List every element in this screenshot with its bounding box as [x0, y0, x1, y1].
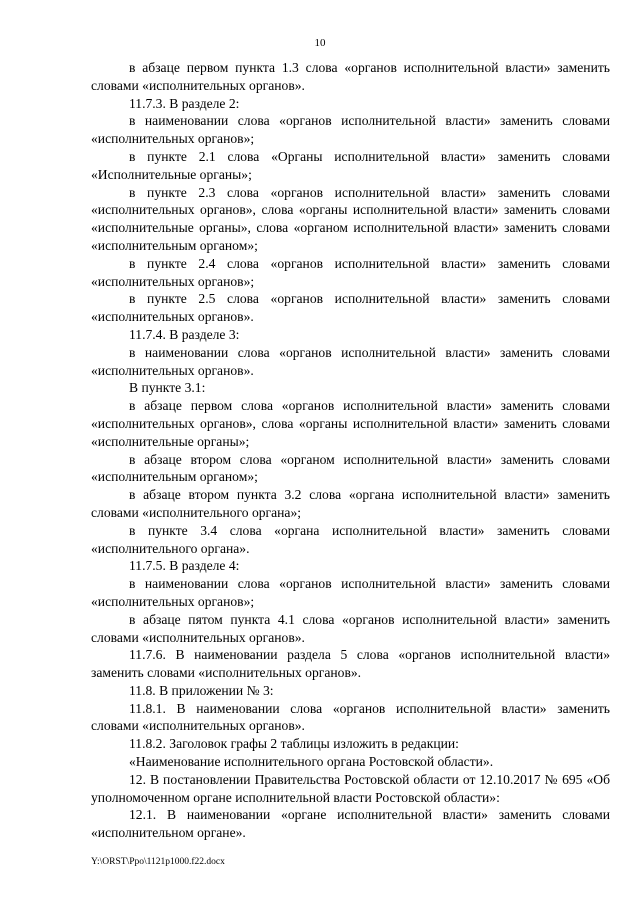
document-body — [91, 59, 610, 842]
file-path-footer: Y:\ORST\Ppo\1121p1000.f22.docx — [91, 857, 225, 867]
paragraph: 12.1. В наименовании «органе исполнительной власти» заменить словами «исполнительном органе». — [91, 807, 610, 841]
paragraph: в пункте 2.1 слова «Органы исполнительной власти» заменить словами «Исполнительные органы»; — [91, 148, 610, 182]
paragraph: 11.7.6. В наименовании раздела 5 слова «органов исполнительной власти» заменить словами «исполнительных органов». — [91, 647, 610, 681]
paragraph: в абзаце первом пункта 1.3 слова «органов исполнительной власти» заменить словами «исполнительных органов». — [91, 60, 610, 93]
page-number: 10 — [314, 37, 326, 49]
paragraph: в пункте 2.3 слова «органов исполнительной власти» заменить словами «исполнительных органов», слова «органы исполнительной власти» заменить словами «исполнительные органы», слова «органом исполнительной власти» заменить словами «исполнительным органом»; — [91, 184, 610, 253]
paragraph: в наименовании слова «органов исполнительной власти» заменить словами «исполнительных органов»; — [91, 113, 610, 147]
paragraph: в абзаце втором пункта 3.2 слова «органа исполнительной власти» заменить словами «исполнительного органа»; — [91, 487, 610, 520]
paragraph: 12. В постановлении Правительства Ростовской области от 12.10.2017 № 695 «Об уполномоченном органе исполнительной власти Ростовской области»: — [91, 771, 610, 805]
paragraph: 11.8. В приложении № 3: — [129, 682, 274, 698]
paragraph: 11.7.3. В разделе 2: — [129, 95, 240, 111]
paragraph: в пункте 2.4 слова «органов исполнительной власти» заменить словами «исполнительных органов»; — [91, 255, 610, 289]
paragraph: в абзаце втором слова «органом исполнительной власти» заменить словами «исполнительным органом»; — [91, 451, 610, 485]
paragraph: В пункте 3.1: — [129, 380, 206, 396]
paragraph: в пункте 3.4 слова «органа исполнительной власти» заменить словами «исполнительного органа». — [91, 522, 610, 556]
paragraph: 11.8.2. Заголовок графы 2 таблицы изложить в редакции: — [129, 736, 459, 752]
paragraph: в наименовании слова «органов исполнительной власти» заменить словами «исполнительных органов». — [91, 344, 610, 378]
paragraph: в абзаце пятом пункта 4.1 слова «органов исполнительной власти» заменить словами «исполнительных органов». — [91, 611, 610, 645]
paragraph: в наименовании слова «органов исполнительной власти» заменить словами «исполнительных органов»; — [91, 576, 610, 609]
paragraph: 11.7.5. В разделе 4: — [129, 558, 240, 574]
paragraph: 11.7.4. В разделе 3: — [129, 326, 240, 342]
paragraph: «Наименование исполнительного органа Ростовской области». — [129, 754, 494, 770]
paragraph: в абзаце первом слова «органов исполнительной власти» заменить словами «исполнительных органов», слова «органы исполнительной власти» заменить словами «исполнительные органы»; — [91, 398, 610, 449]
paragraph: 11.8.1. В наименовании слова «органов исполнительной власти» заменить словами «исполнительных органов». — [91, 700, 610, 734]
paragraph: в пункте 2.5 слова «органов исполнительной власти» заменить словами «исполнительных органов». — [91, 291, 610, 325]
